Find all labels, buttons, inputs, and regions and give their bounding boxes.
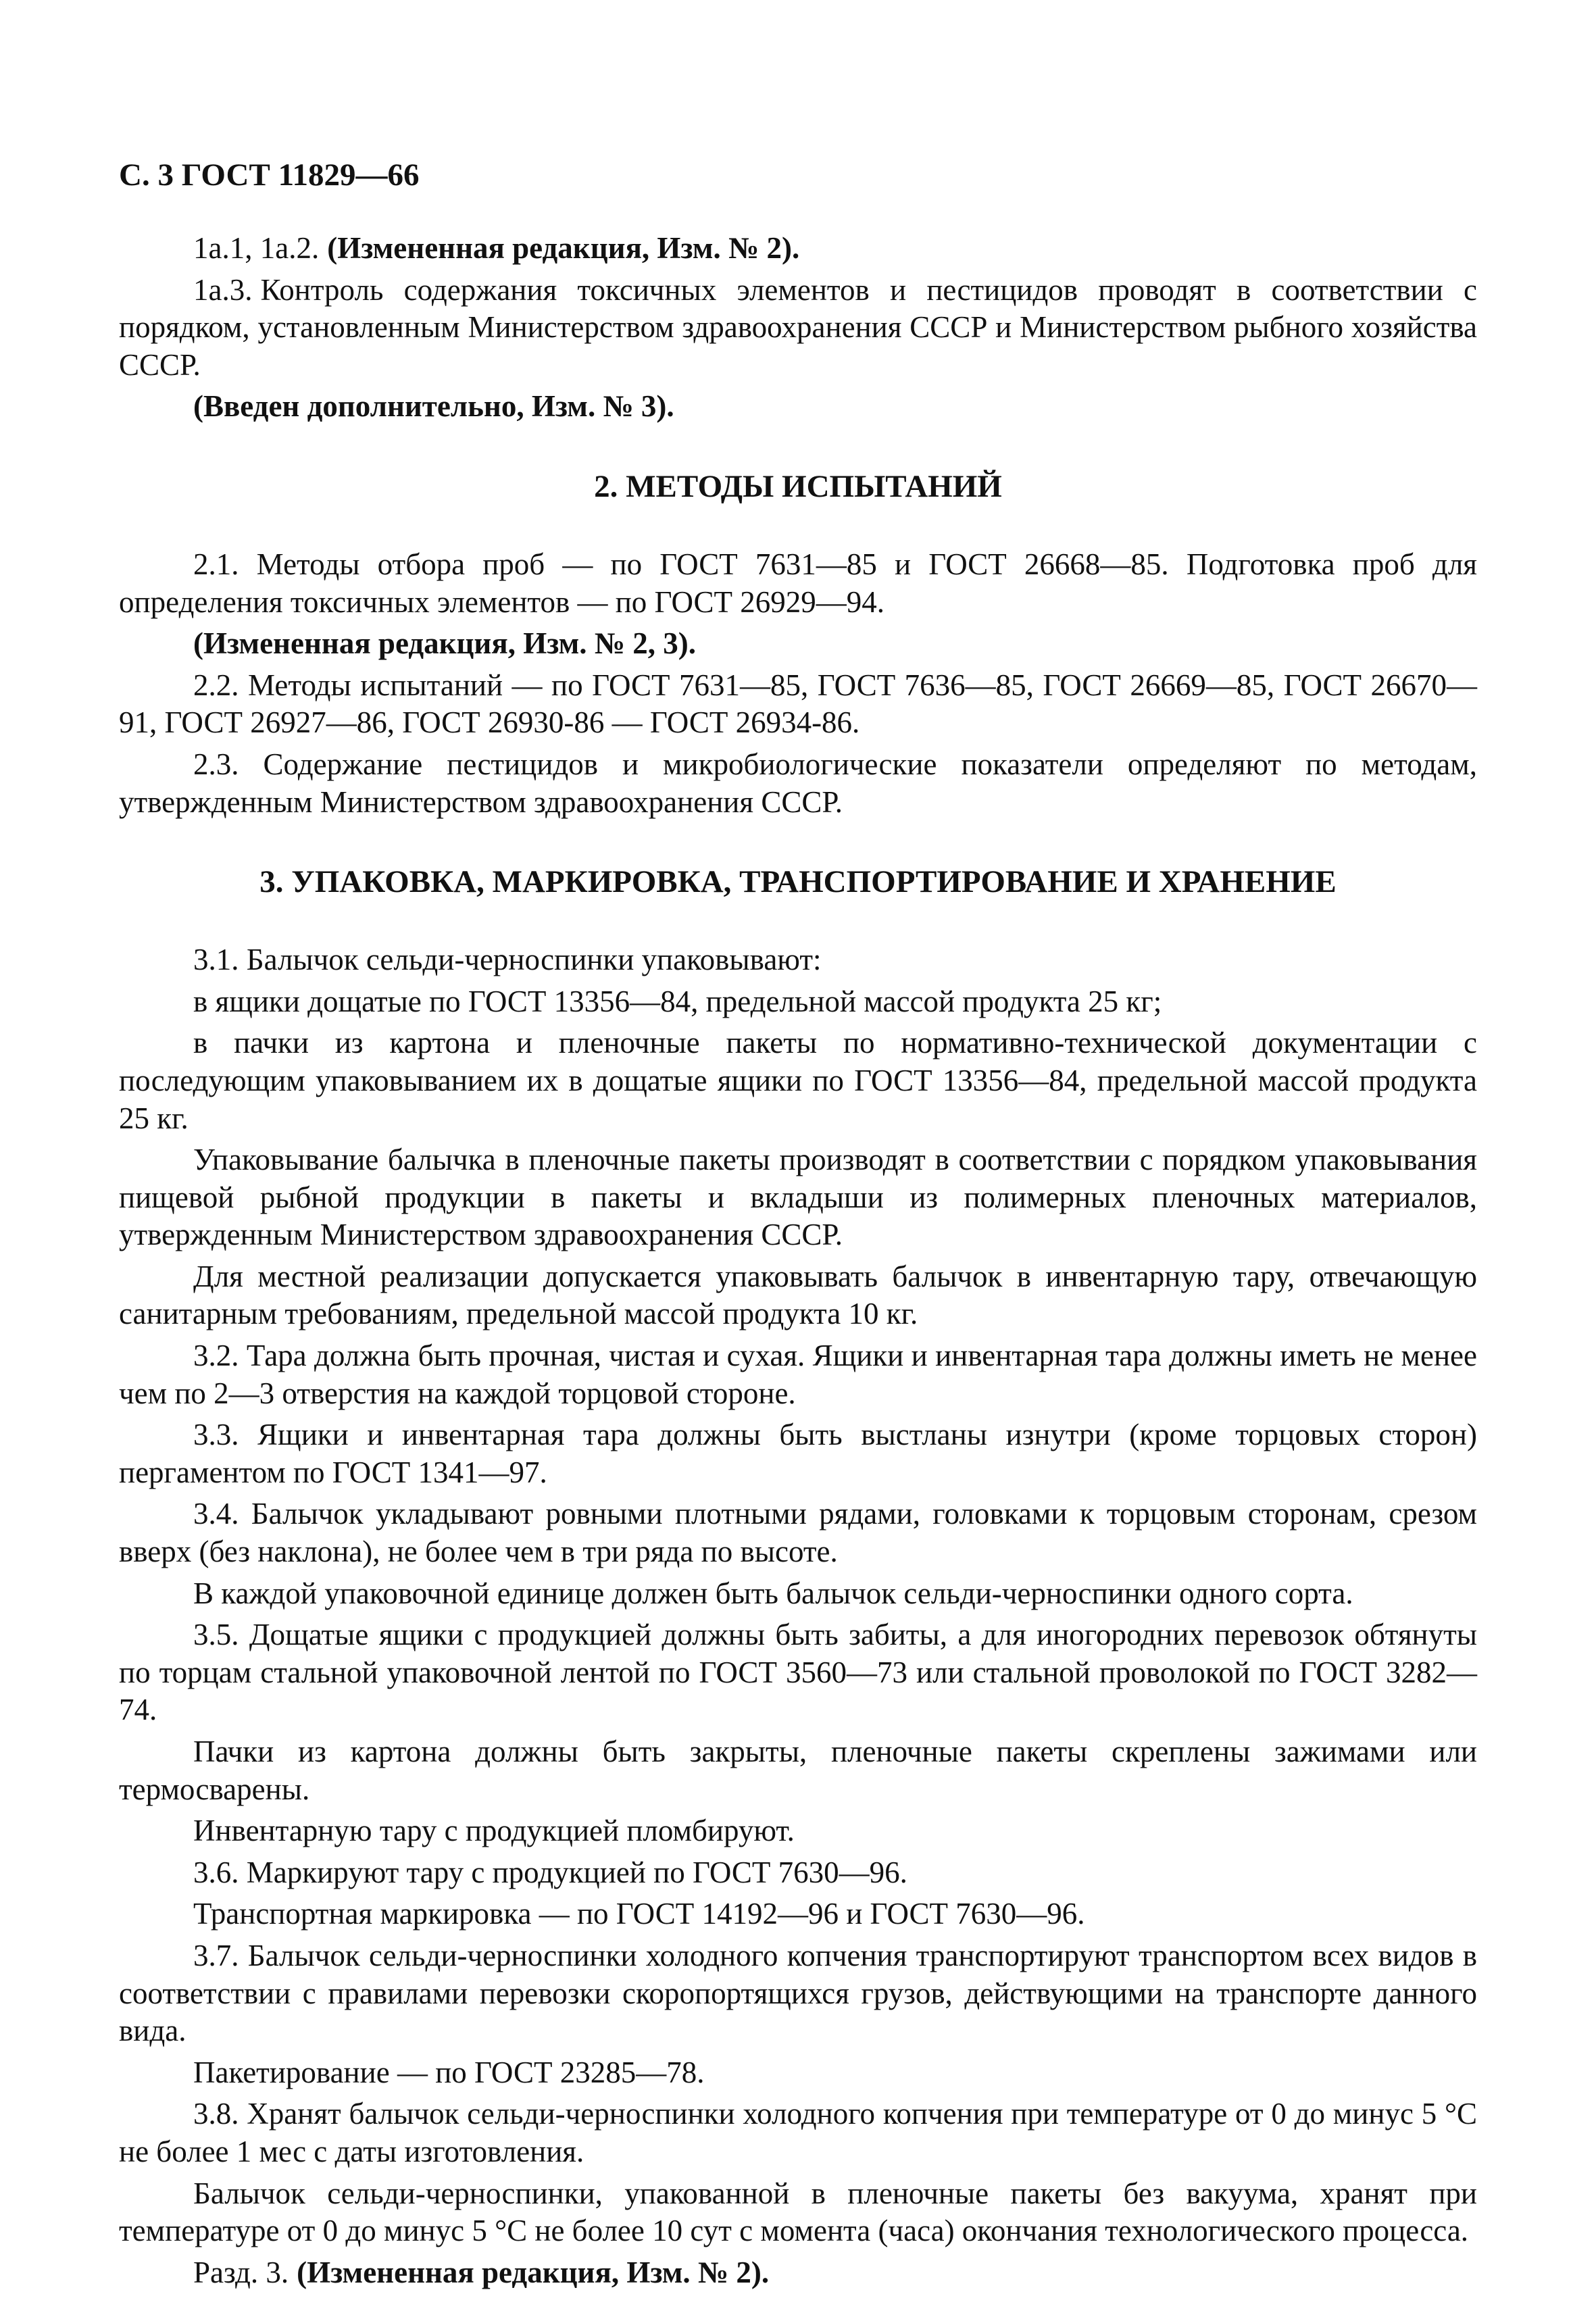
paragraph: 3.4. Балычок укладывают ровными плотными рядами, головками к торцовым сторонам, срезом вверх (без наклона), не более чем в три ряда по высоте. bbox=[119, 1497, 1477, 1569]
amendment-note: (Введен дополнительно, Изм. № 3). bbox=[193, 389, 674, 424]
document-body bbox=[119, 230, 1477, 2295]
amendment-note: (Измененная редакция, Изм. № 2, 3). bbox=[193, 626, 697, 661]
paragraph: 3.3. Ящики и инвентарная тара должны быть выстланы изнутри (кроме торцовых сторон) пергаментом по ГОСТ 1341—97. bbox=[119, 1418, 1477, 1489]
section-2 bbox=[119, 546, 1477, 821]
section-2-title: 2. МЕТОДЫ ИСПЫТАНИЙ bbox=[594, 468, 1002, 504]
clause-number: 1а.3. bbox=[193, 272, 253, 307]
section-3 bbox=[119, 941, 1477, 2291]
paragraph: 3.1. Балычок сельди-черноспинки упаковывают: bbox=[193, 943, 822, 977]
paragraph-1a1-1a2 bbox=[119, 230, 1477, 268]
paragraph: в ящики дощатые по ГОСТ 13356—84, предельной массой продукта 25 кг; bbox=[193, 984, 1162, 1018]
paragraph: 3.6. Маркируют тару с продукцией по ГОСТ 7630—96. bbox=[193, 1855, 907, 1889]
paragraph: 3.2. Тара должна быть прочная, чистая и сухая. Ящики и инвентарная тара должны иметь не менее чем по 2—3 отверстия на каждой торцовой стороне. bbox=[119, 1339, 1477, 1410]
amendment-note: (Измененная редакция, Изм. № 2). bbox=[297, 2255, 770, 2289]
paragraph: Для местной реализации допускается упаковывать балычок в инвентарную тару, отвечающую санитарным требованиям, предельной массой продукта 10 кг. bbox=[119, 1259, 1477, 1331]
paragraph: в пачки из картона и пленочные пакеты по нормативно-технической документации с последующим упаковыванием их в дощатые ящики по ГОСТ 13356—84, предельной массой продукта 25 кг. bbox=[119, 1026, 1477, 1135]
paragraph-1a3 bbox=[119, 272, 1477, 384]
paragraph-text: Контроль содержания токсичных элементов и пестицидов проводят в соответствии с порядком, установленным Министерством здравоохранения СССР и Министерством рыбного хозяйства СССР. bbox=[119, 272, 1477, 382]
paragraph: 3.7. Балычок сельди-черноспинки холодного копчения транспортируют транспортом всех видов в соответствии с правилами перевозки скоропортящихся грузов, действующими на транспорте данного вида. bbox=[119, 1938, 1477, 2048]
section-3-title: 3. УПАКОВКА, МАРКИРОВКА, ТРАНСПОРТИРОВАНИЕ И ХРАНЕНИЕ bbox=[259, 864, 1337, 900]
amendment-note: (Измененная редакция, Изм. № 2). bbox=[327, 231, 800, 265]
paragraph-section-3-amendment bbox=[119, 2254, 1477, 2292]
paragraph: Балычок сельди-черноспинки, упакованной в пленочные пакеты без вакуума, хранят при температуре от 0 до минус 5 °С не более 10 сут с момента (часа) окончания технологического процесса. bbox=[119, 2176, 1477, 2248]
paragraph-2-3: 2.3. Содержание пестицидов и микробиологические показатели определяют по методам, утвержденным Министерством здравоохранения СССР. bbox=[119, 747, 1477, 819]
paragraph: Пакетирование — по ГОСТ 23285—78. bbox=[193, 2055, 705, 2089]
paragraph: Инвентарную тару с продукцией пломбируют. bbox=[193, 1814, 795, 1848]
paragraph: В каждой упаковочной единице должен быть балычок сельди-черноспинки одного сорта. bbox=[193, 1576, 1353, 1610]
paragraph: 3.5. Дощатые ящики с продукцией должны быть забиты, а для иногородних перевозок обтянуты по торцам стальной упаковочной лентой по ГОСТ 3560—73 или стальной проволокой по ГОСТ 3282—74. bbox=[119, 1618, 1477, 1727]
clause-number: 1а.1, 1а.2. bbox=[193, 231, 320, 265]
section-1-continuation bbox=[119, 230, 1477, 426]
paragraph: Упаковывание балычка в пленочные пакеты производят в соответствии с порядком упаковывания пищевой рыбной продукции в пакеты и вкладыши из полимерных пленочных материалов, утвержденным Министерством здравоохранения СССР. bbox=[119, 1143, 1477, 1252]
paragraph-2-2: 2.2. Методы испытаний — по ГОСТ 7631—85, ГОСТ 7636—85, ГОСТ 26669—85, ГОСТ 26670—91, ГОСТ 26927—86, ГОСТ 26930-86 — ГОСТ 26934-86. bbox=[119, 668, 1477, 740]
paragraph: Пачки из картона должны быть закрыты, пленочные пакеты скреплены зажимами или термосварены. bbox=[119, 1735, 1477, 1806]
page-header: С. 3 ГОСТ 11829—66 bbox=[119, 157, 420, 193]
paragraph: Транспортная маркировка — по ГОСТ 14192—96 и ГОСТ 7630—96. bbox=[193, 1897, 1085, 1931]
paragraph: 3.8. Хранят балычок сельди-черноспинки холодного копчения при температуре от 0 до минус 5 °С не более 1 мес с даты изготовления. bbox=[119, 2097, 1477, 2168]
clause-number: Разд. 3. bbox=[193, 2255, 289, 2289]
paragraph-2-1: 2.1. Методы отбора проб — по ГОСТ 7631—85 и ГОСТ 26668—85. Подготовка проб для определения токсичных элементов — по ГОСТ 26929—94. bbox=[119, 547, 1477, 619]
